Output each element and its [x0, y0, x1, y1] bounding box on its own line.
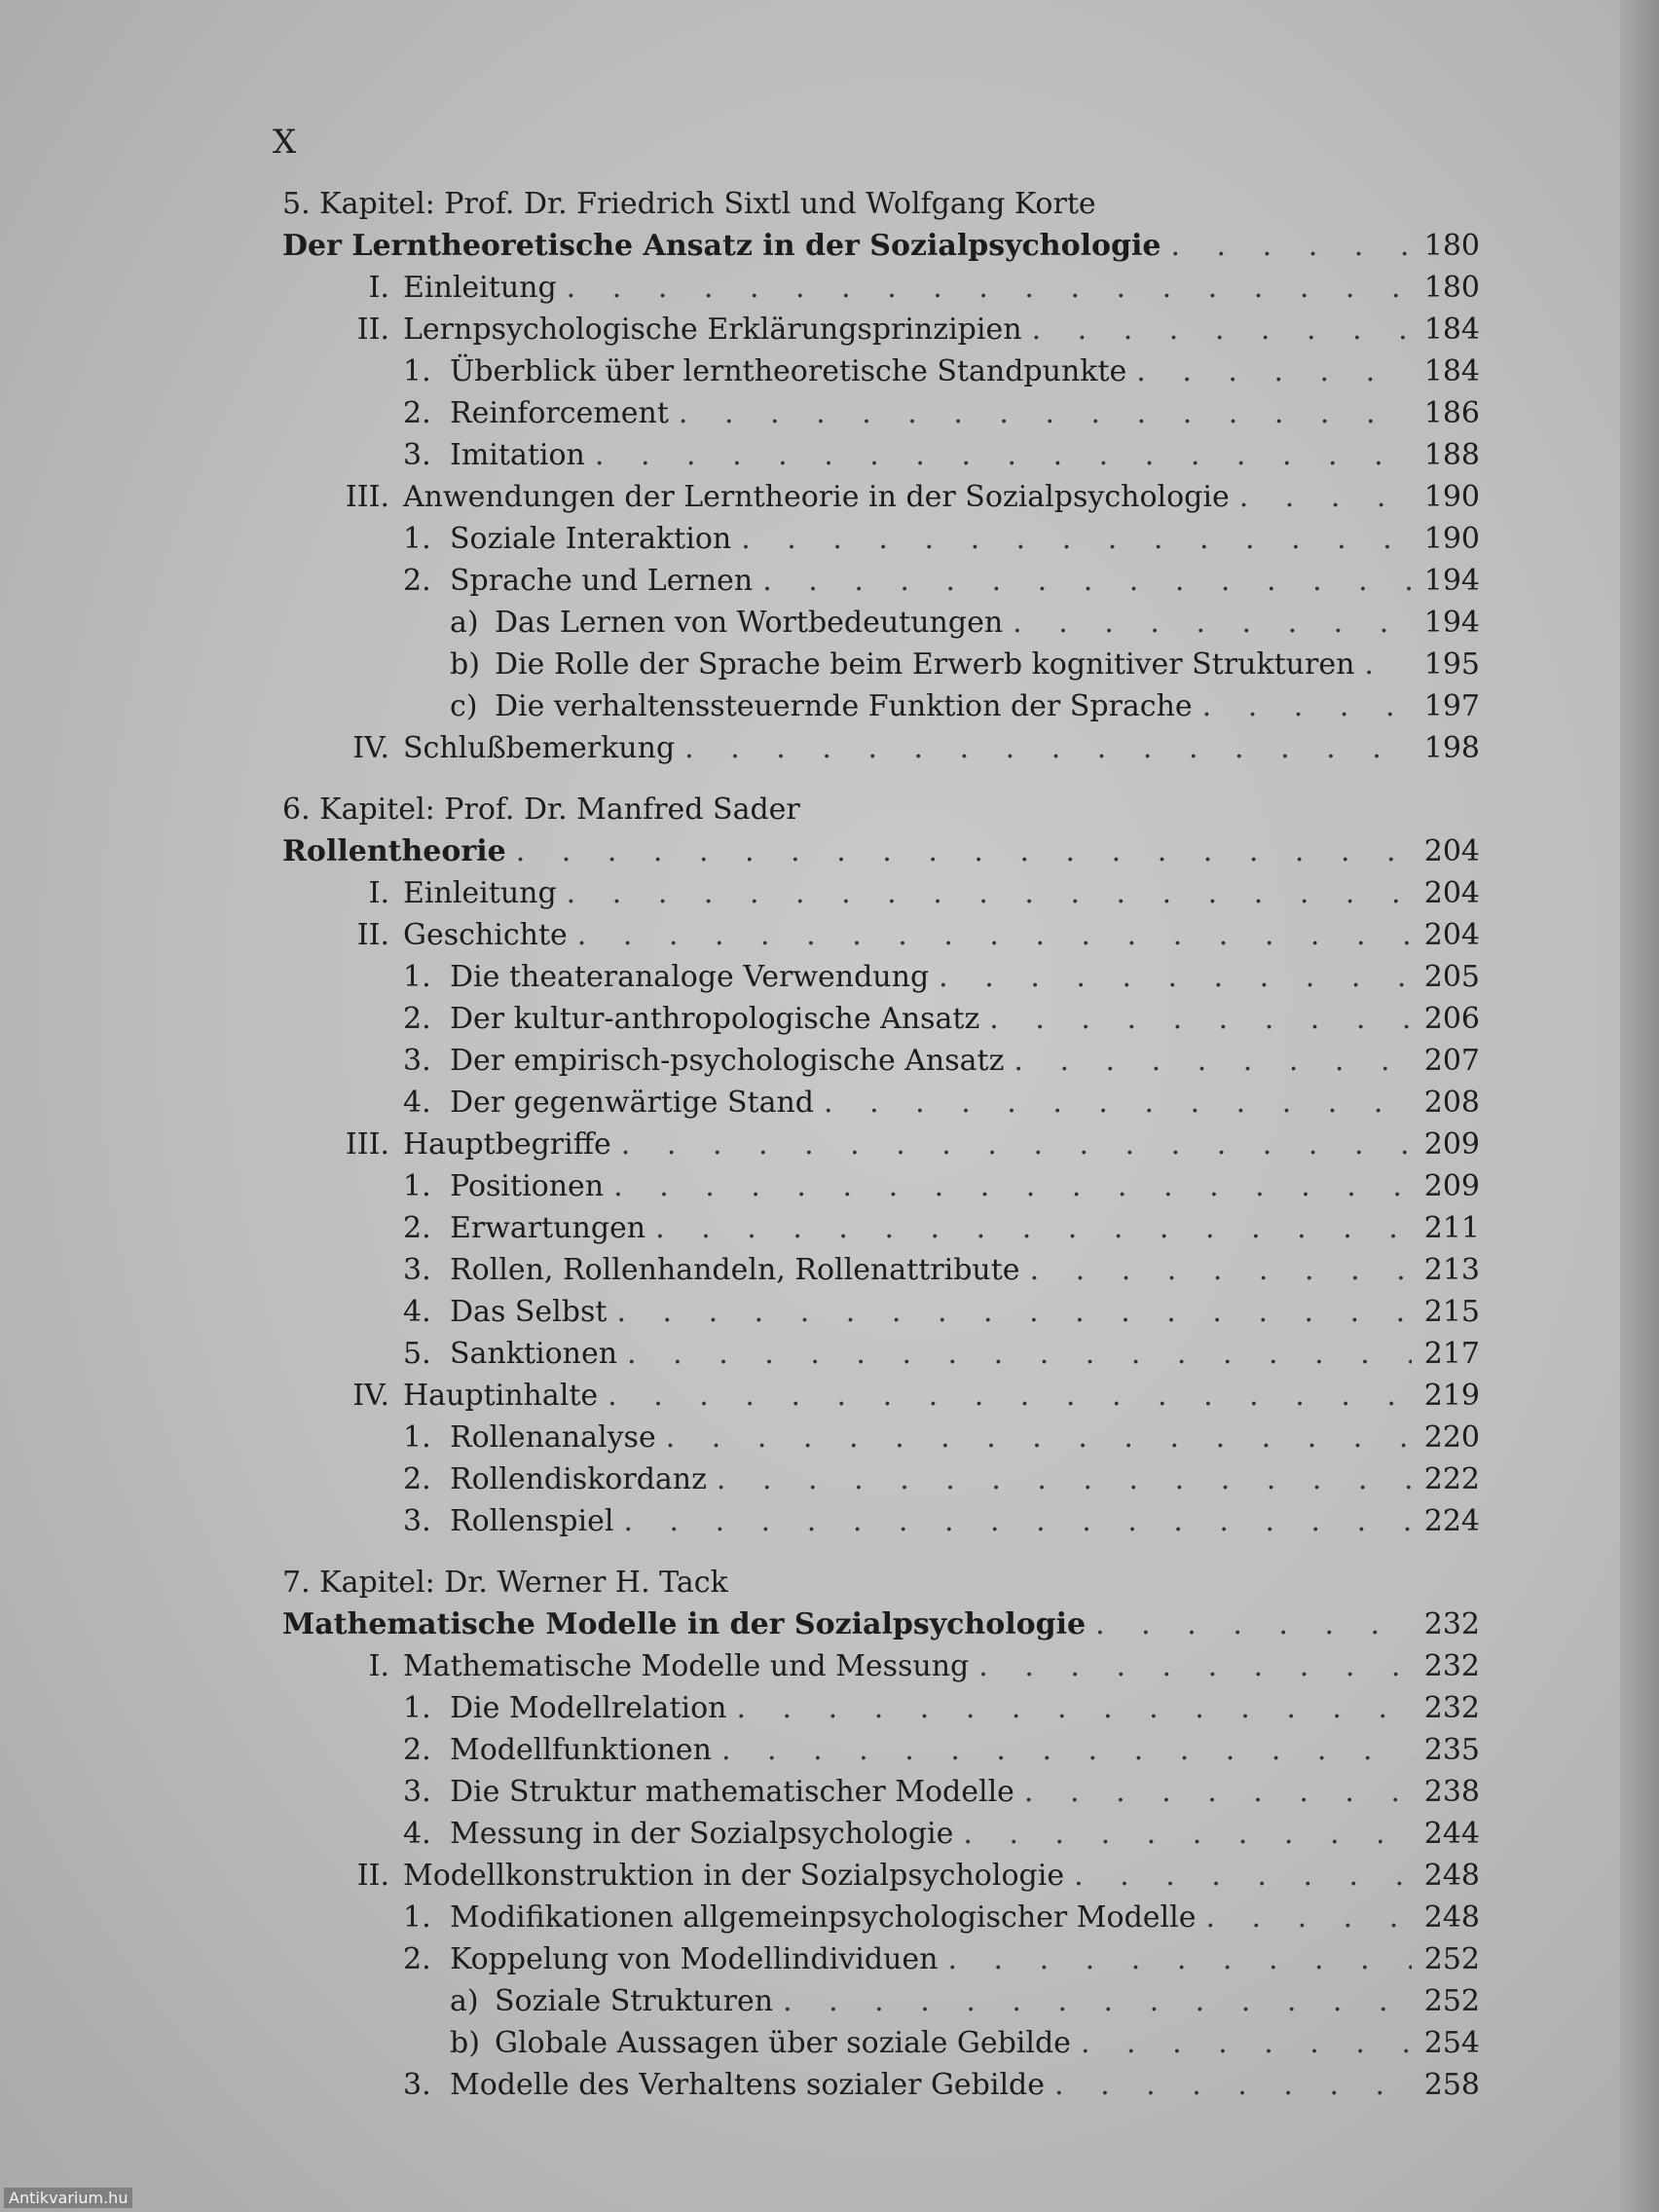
- entry-number: 2.: [403, 1733, 431, 1767]
- entry-title: Der kultur-anthropologische Ansatz: [450, 1002, 980, 1036]
- dot-leader: [939, 956, 1412, 998]
- entry-page: 207: [1423, 1044, 1480, 1078]
- entry-page: 180: [1423, 229, 1480, 263]
- entry-number: 4.: [403, 1295, 431, 1329]
- entry-title: Messung in der Sozialpsychologie: [450, 1817, 954, 1851]
- entry-number: 3.: [403, 2068, 431, 2102]
- dot-leader: [655, 1207, 1412, 1249]
- entry-number: 2.: [403, 1002, 431, 1036]
- entry-title: Schlußbemerkung: [403, 731, 676, 765]
- entry-title: Rollenspiel: [450, 1504, 614, 1538]
- entry-title: Rollen, Rollenhandeln, Rollenattribute: [450, 1253, 1020, 1287]
- toc-entry: [282, 1458, 1480, 1500]
- toc-entry: [282, 1249, 1480, 1291]
- toc-entry: [282, 1604, 1480, 1645]
- dot-leader: [721, 1729, 1412, 1771]
- entry-page: 197: [1423, 689, 1480, 723]
- entry-page: 248: [1423, 1900, 1480, 1935]
- toc-entry: [282, 1082, 1480, 1124]
- dot-leader: [621, 1124, 1412, 1165]
- entry-page: 209: [1423, 1127, 1480, 1161]
- entry-number: 4.: [403, 1086, 431, 1120]
- toc-entry: [282, 1417, 1480, 1458]
- dot-leader: [1095, 1604, 1412, 1645]
- toc-entry: [282, 956, 1480, 998]
- entry-page: 195: [1423, 647, 1480, 682]
- entry-number: 1.: [403, 522, 431, 556]
- entry-title: Modifikationen allgemeinpsychologischer Modelle: [450, 1900, 1197, 1935]
- entry-number: 1.: [403, 354, 431, 388]
- dot-leader: [1081, 2022, 1412, 2064]
- toc-entry: [282, 1124, 1480, 1165]
- entry-title: Hauptbegriffe: [403, 1127, 611, 1161]
- entry-title: Das Selbst: [450, 1295, 608, 1329]
- toc-entry: [282, 267, 1480, 309]
- dot-leader: [1032, 309, 1412, 350]
- entry-page: 244: [1423, 1817, 1480, 1851]
- entry-number: 1.: [403, 960, 431, 994]
- dot-leader: [616, 1291, 1412, 1333]
- entry-title: Sanktionen: [450, 1337, 618, 1371]
- entry-page: 238: [1423, 1775, 1480, 1809]
- entry-page: 190: [1423, 522, 1480, 556]
- entry-page: 190: [1423, 480, 1480, 514]
- entry-page: 184: [1423, 354, 1480, 388]
- dot-leader: [1205, 1897, 1412, 1938]
- entry-page: 248: [1423, 1859, 1480, 1893]
- chapter-header: 7. Kapitel: Dr. Werner H. Tack: [282, 1566, 728, 1600]
- entry-page: 194: [1423, 606, 1480, 640]
- toc-entry: [282, 830, 1480, 872]
- entry-number: b): [450, 647, 480, 682]
- dot-leader: [1364, 644, 1412, 685]
- dot-leader: [567, 267, 1412, 309]
- entry-page: 186: [1423, 396, 1480, 430]
- chapter-block: [282, 789, 1480, 1542]
- entry-page: 209: [1423, 1169, 1480, 1203]
- entry-title: Modellkonstruktion in der Sozialpsychologie: [403, 1859, 1065, 1893]
- entry-title: Reinforcement: [450, 396, 669, 430]
- entry-title: Imitation: [450, 438, 585, 472]
- dot-leader: [741, 518, 1412, 560]
- entry-title: Mathematische Modelle in der Sozialpsychologie: [282, 1607, 1087, 1641]
- entry-title: Die verhaltenssteuernde Funktion der Sprache: [495, 689, 1193, 723]
- dot-leader: [567, 872, 1412, 914]
- entry-number: IV.: [352, 731, 389, 765]
- entry-number: 2.: [403, 564, 431, 598]
- entry-number: I.: [368, 271, 389, 305]
- entry-title: Rollentheorie: [282, 834, 506, 868]
- dot-leader: [1014, 1040, 1412, 1082]
- toc-entry: [282, 644, 1480, 685]
- entry-title: Der Lerntheoretische Ansatz in der Sozialpsychologie: [282, 229, 1161, 263]
- toc-entry: [282, 392, 1480, 434]
- entry-title: Erwartungen: [450, 1211, 646, 1245]
- dot-leader: [947, 1938, 1412, 1980]
- dot-leader: [1239, 476, 1412, 518]
- entry-title: Hauptinhalte: [403, 1379, 599, 1413]
- entry-title: Die Modellrelation: [450, 1691, 727, 1725]
- entry-page: 204: [1423, 918, 1480, 952]
- entry-page: 198: [1423, 731, 1480, 765]
- entry-number: IV.: [352, 1379, 389, 1413]
- entry-title: Anwendungen der Lerntheorie in der Sozialpsychologie: [403, 480, 1230, 514]
- entry-title: Überblick über lerntheoretische Standpunkte: [450, 354, 1127, 388]
- entry-page: 252: [1423, 1984, 1480, 2018]
- entry-number: a): [450, 1984, 479, 2018]
- dot-leader: [1074, 1855, 1412, 1897]
- entry-title: Rollenanalyse: [450, 1420, 656, 1455]
- dot-leader: [783, 1980, 1412, 2022]
- chapter-block: [282, 183, 1480, 769]
- toc-entry: [282, 1645, 1480, 1687]
- entry-page: 180: [1423, 271, 1480, 305]
- entry-page: 254: [1423, 2026, 1480, 2060]
- entry-title: Einleitung: [403, 876, 557, 910]
- toc-entry: [282, 2022, 1480, 2064]
- dot-leader: [1013, 602, 1412, 644]
- entry-title: Mathematische Modelle und Messung: [403, 1649, 970, 1683]
- toc-entry: [282, 602, 1480, 644]
- toc-entry: [282, 225, 1480, 267]
- entry-page: 194: [1423, 564, 1480, 598]
- entry-title: Der gegenwärtige Stand: [450, 1086, 814, 1120]
- entry-page: 222: [1423, 1462, 1480, 1496]
- entry-title: Die theateranaloge Verwendung: [450, 960, 930, 994]
- toc-entry: [282, 1040, 1480, 1082]
- entry-title: Sprache und Lernen: [450, 564, 754, 598]
- entry-number: 2.: [403, 396, 431, 430]
- toc-entry: [282, 476, 1480, 518]
- toc-entry: [282, 2064, 1480, 2106]
- toc-entry: [282, 872, 1480, 914]
- toc-entry: [282, 1207, 1480, 1249]
- dot-leader: [608, 1375, 1412, 1417]
- entry-number: II.: [356, 918, 389, 952]
- entry-title: Lernpsychologische Erklärungsprinzipien: [403, 313, 1022, 347]
- chapter-block: [282, 1562, 1480, 2106]
- entry-page: 235: [1423, 1733, 1480, 1767]
- dot-leader: [577, 914, 1412, 956]
- entry-page: 206: [1423, 1002, 1480, 1036]
- toc-entry: [282, 518, 1480, 560]
- chapter-header: 5. Kapitel: Prof. Dr. Friedrich Sixtl und Wolfgang Korte: [282, 187, 1096, 221]
- entry-number: I.: [368, 1649, 389, 1683]
- entry-number: 1.: [403, 1691, 431, 1725]
- toc-entry: [282, 1980, 1480, 2022]
- entry-title: Der empirisch-psychologische Ansatz: [450, 1044, 1005, 1078]
- watermark: Antikvarium.hu: [4, 2188, 132, 2208]
- entry-page: 219: [1423, 1379, 1480, 1413]
- dot-leader: [679, 392, 1412, 434]
- dot-leader: [1136, 350, 1412, 392]
- dot-leader: [1024, 1771, 1412, 1813]
- dot-leader: [1054, 2064, 1412, 2106]
- page-edge: [1620, 0, 1659, 2212]
- dot-leader: [666, 1417, 1412, 1458]
- entry-number: 3.: [403, 1504, 431, 1538]
- dot-leader: [824, 1082, 1412, 1124]
- toc-entry: [282, 1687, 1480, 1729]
- toc-entry: [282, 1771, 1480, 1813]
- entry-page: 215: [1423, 1295, 1480, 1329]
- entry-number: b): [450, 2026, 480, 2060]
- dot-leader: [516, 830, 1412, 872]
- entry-page: 258: [1423, 2068, 1480, 2102]
- dot-leader: [978, 1645, 1412, 1687]
- entry-page: 217: [1423, 1337, 1480, 1371]
- entry-title: Positionen: [450, 1169, 605, 1203]
- dot-leader: [684, 727, 1412, 769]
- toc-entry: [282, 1291, 1480, 1333]
- entry-number: a): [450, 606, 479, 640]
- toc-entry: [282, 309, 1480, 350]
- entry-title: Das Lernen von Wortbedeutungen: [495, 606, 1004, 640]
- entry-title: Modellfunktionen: [450, 1733, 712, 1767]
- entry-title: Geschichte: [403, 918, 568, 952]
- toc-entry: [282, 998, 1480, 1040]
- entry-page: 184: [1423, 313, 1480, 347]
- toc-entry: [282, 560, 1480, 602]
- entry-page: 208: [1423, 1086, 1480, 1120]
- toc-entry: [282, 727, 1480, 769]
- dot-leader: [989, 998, 1412, 1040]
- toc-entry: [282, 1165, 1480, 1207]
- entry-title: Einleitung: [403, 271, 557, 305]
- entry-page: 213: [1423, 1253, 1480, 1287]
- entry-page: 232: [1423, 1649, 1480, 1683]
- toc-entry: [282, 1813, 1480, 1855]
- page-number: X: [273, 123, 299, 162]
- entry-number: III.: [345, 1127, 389, 1161]
- entry-title: Rollendiskordanz: [450, 1462, 707, 1496]
- table-of-contents: [282, 183, 1480, 2125]
- dot-leader: [762, 560, 1412, 602]
- entry-number: 1.: [403, 1169, 431, 1203]
- toc-entry: [282, 1855, 1480, 1897]
- entry-number: II.: [356, 1859, 389, 1893]
- entry-page: 232: [1423, 1691, 1480, 1725]
- toc-entry: [282, 914, 1480, 956]
- entry-number: 3.: [403, 1253, 431, 1287]
- entry-title: Die Struktur mathematischer Modelle: [450, 1775, 1014, 1809]
- entry-number: II.: [356, 313, 389, 347]
- entry-page: 232: [1423, 1607, 1480, 1641]
- entry-title: Soziale Strukturen: [495, 1984, 774, 2018]
- toc-entry: [282, 1375, 1480, 1417]
- entry-number: I.: [368, 876, 389, 910]
- dot-leader: [717, 1458, 1412, 1500]
- dot-leader: [1030, 1249, 1412, 1291]
- entry-page: 205: [1423, 960, 1480, 994]
- dot-leader: [595, 434, 1412, 476]
- toc-entry: [282, 350, 1480, 392]
- entry-page: 252: [1423, 1942, 1480, 1976]
- entry-number: 2.: [403, 1942, 431, 1976]
- entry-title: Globale Aussagen über soziale Gebilde: [495, 2026, 1071, 2060]
- entry-page: 204: [1423, 834, 1480, 868]
- dot-leader: [963, 1813, 1412, 1855]
- entry-page: 224: [1423, 1504, 1480, 1538]
- dot-leader: [627, 1333, 1412, 1375]
- dot-leader: [736, 1687, 1412, 1729]
- entry-page: 204: [1423, 876, 1480, 910]
- entry-number: 5.: [403, 1337, 431, 1371]
- entry-title: Die Rolle der Sprache beim Erwerb kognitiver Strukturen: [495, 647, 1355, 682]
- dot-leader: [1202, 685, 1412, 727]
- entry-title: Koppelung von Modellindividuen: [450, 1942, 939, 1976]
- entry-number: c): [450, 689, 478, 723]
- toc-entry: [282, 1897, 1480, 1938]
- entry-number: 3.: [403, 438, 431, 472]
- chapter-header: 6. Kapitel: Prof. Dr. Manfred Sader: [282, 793, 800, 827]
- entry-number: III.: [345, 480, 389, 514]
- toc-entry: [282, 685, 1480, 727]
- toc-entry: [282, 434, 1480, 476]
- entry-page: 211: [1423, 1211, 1480, 1245]
- entry-title: Modelle des Verhaltens sozialer Gebilde: [450, 2068, 1046, 2102]
- dot-leader: [1170, 225, 1412, 267]
- entry-page: 220: [1423, 1420, 1480, 1455]
- dot-leader: [613, 1165, 1412, 1207]
- entry-page: 188: [1423, 438, 1480, 472]
- entry-title: Soziale Interaktion: [450, 522, 732, 556]
- entry-number: 2.: [403, 1462, 431, 1496]
- entry-number: 4.: [403, 1817, 431, 1851]
- toc-entry: [282, 1729, 1480, 1771]
- entry-number: 3.: [403, 1775, 431, 1809]
- dot-leader: [623, 1500, 1412, 1542]
- toc-entry: [282, 1333, 1480, 1375]
- entry-number: 2.: [403, 1211, 431, 1245]
- entry-number: 3.: [403, 1044, 431, 1078]
- toc-entry: [282, 1500, 1480, 1542]
- entry-number: 1.: [403, 1900, 431, 1935]
- entry-number: 1.: [403, 1420, 431, 1455]
- toc-entry: [282, 1938, 1480, 1980]
